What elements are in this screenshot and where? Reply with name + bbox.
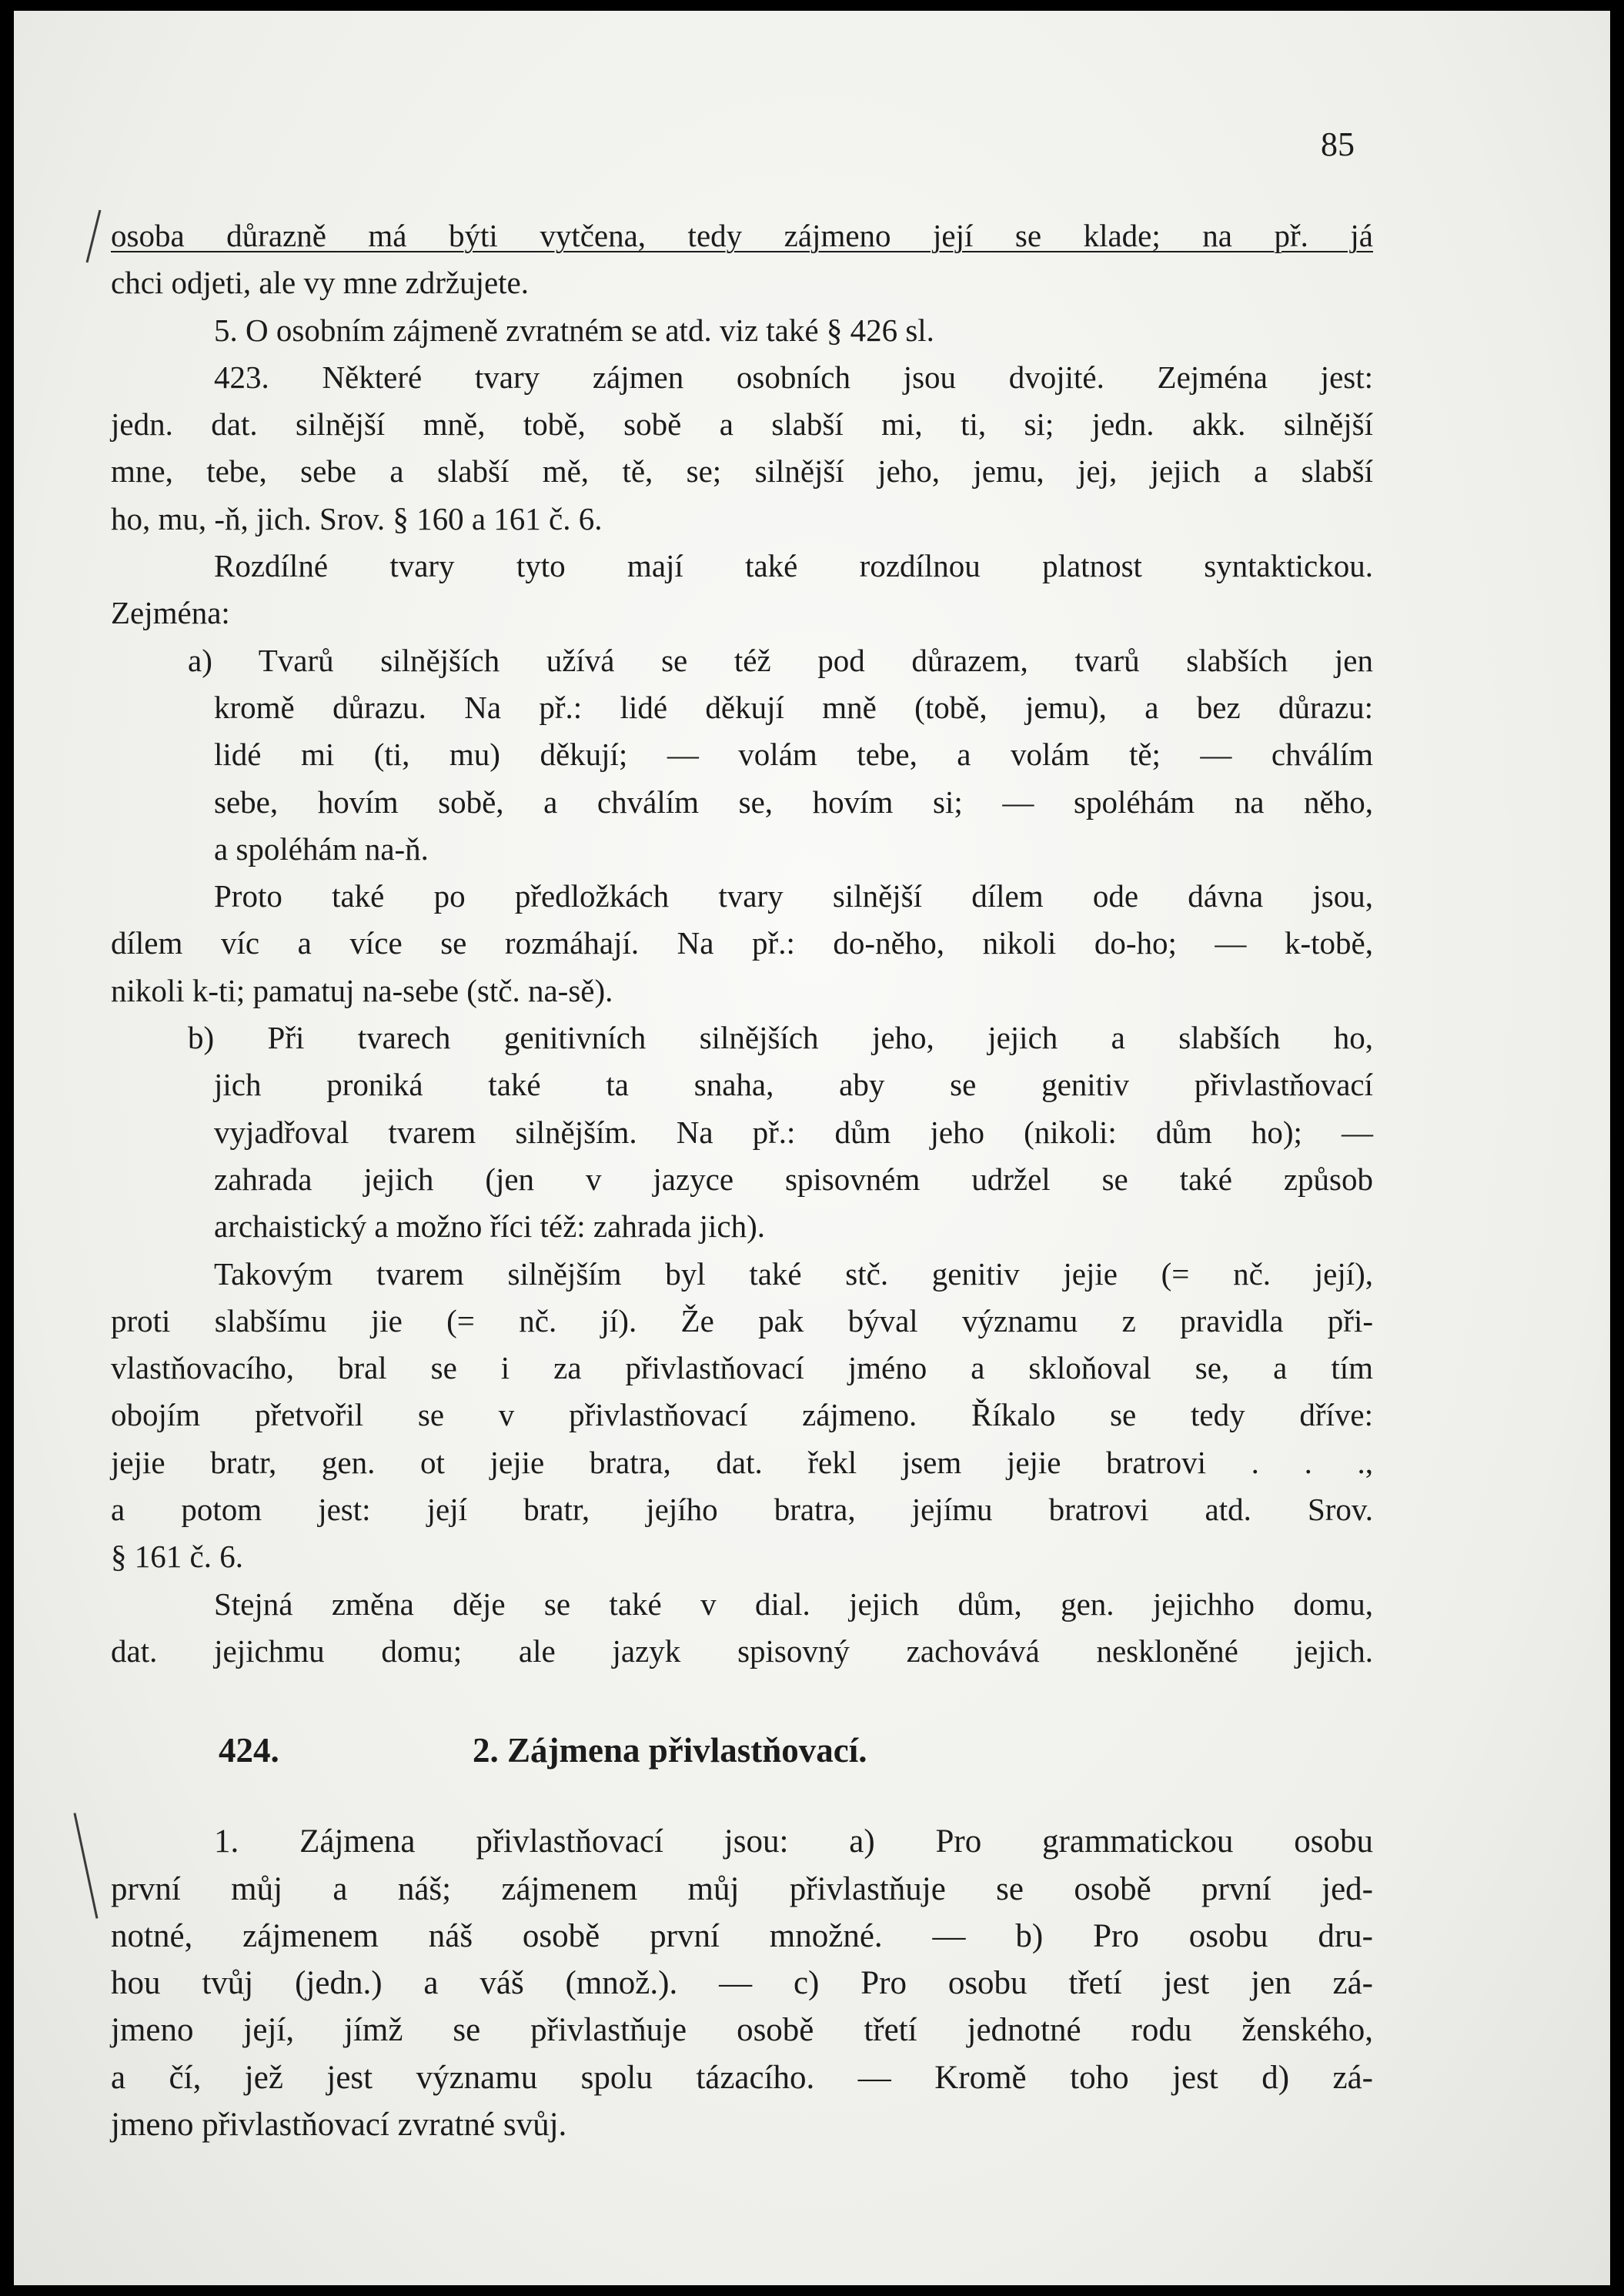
text-line: dílem víc a více se rozmáhají. Na př.: do-něho, nikoli do-ho; — k-tobě, bbox=[111, 925, 1373, 961]
text-line: 423. Některé tvary zájmen osobních jsou dvojité. Zejména jest: bbox=[214, 359, 1373, 395]
text-line: 5. O osobním zájmeně zvratném se atd. viz také § 426 sl. bbox=[214, 312, 934, 348]
text-line: nikoli k-ti; pamatuj na-sebe (stč. na-sě). bbox=[111, 972, 613, 1008]
text-line: jich proniká také ta snaha, aby se genitiv přivlastňovací bbox=[214, 1067, 1373, 1103]
text-line: zahrada jejich (jen v jazyce spisovném udržel se také způsob bbox=[214, 1161, 1373, 1197]
text-line: jmeno přivlastňovací zvratné svůj. bbox=[111, 2106, 567, 2143]
text-line: proti slabšímu jie (= nč. jí). Že pak býval významu z pravidla při- bbox=[111, 1302, 1373, 1338]
text-line: mne, tebe, sebe a slabší mě, tě, se; silnější jeho, jemu, jej, jejich a slabší bbox=[111, 453, 1373, 490]
pencil-margin-mark bbox=[73, 1813, 98, 1919]
text-line: ho, mu, -ň, jich. Srov. § 160 a 161 č. 6. bbox=[111, 500, 603, 536]
text-line: 1. Zájmena přivlastňovací jsou: a) Pro grammatickou osobu bbox=[214, 1823, 1373, 1860]
text-line: kromě důrazu. Na př.: lidé děkují mně (tobě, jemu), a bez důrazu: bbox=[214, 689, 1373, 725]
text-line: vyjadřoval tvarem silnějším. Na př.: dům jeho (nikoli: dům ho); — bbox=[214, 1114, 1373, 1150]
section-heading bbox=[111, 1713, 1373, 1787]
text-line: Rozdílné tvary tyto mají také rozdílnou platnost syntaktickou. bbox=[214, 548, 1373, 584]
text-line: a čí, jež jest významu spolu tázacího. — Kromě toho jest d) zá- bbox=[111, 2059, 1373, 2096]
text-line: jedn. dat. silnější mně, tobě, sobě a slabší mi, ti, si; jedn. akk. silnější bbox=[111, 406, 1373, 443]
text-line: archaistický a možno říci též: zahrada jich). bbox=[214, 1208, 765, 1245]
text-line: a) Tvarů silnějších užívá se též pod důrazem, tvarů slabších jen bbox=[188, 642, 1373, 678]
text-line: dat. jejichmu domu; ale jazyk spisovný zachovává neskloněné jejich. bbox=[111, 1633, 1373, 1669]
text-line: a potom jest: její bratr, jejího bratra, jejímu bratrovi atd. Srov. bbox=[111, 1492, 1373, 1528]
text-line: Takovým tvarem silnějším byl také stč. genitiv jejie (= nč. její), bbox=[214, 1255, 1373, 1292]
text-line: jejie bratr, gen. ot jejie bratra, dat. řekl jsem jejie bratrovi . . ., bbox=[111, 1444, 1373, 1480]
body-text bbox=[111, 212, 1373, 2148]
text-line: a spoléhám na-ň. bbox=[214, 831, 429, 867]
text-line: obojím přetvořil se v přivlastňovací zájmeno. Říkalo se tedy dříve: bbox=[111, 1397, 1373, 1433]
section-number: 424. bbox=[219, 1731, 279, 1770]
text-line: vlastňovacího, bral se i za přivlastňovací jméno a skloňoval se, a tím bbox=[111, 1350, 1373, 1386]
text-line: hou tvůj (jedn.) a váš (množ.). — c) Pro osobu třetí jest jen zá- bbox=[111, 1965, 1373, 2002]
text-line: Proto také po předložkách tvary silnější dílem ode dávna jsou, bbox=[214, 878, 1373, 914]
section-title: 2. Zájmena přivlastňovací. bbox=[473, 1731, 867, 1770]
text-line: první můj a náš; zájmenem můj přivlastňuje se osobě první jed- bbox=[111, 1870, 1373, 1907]
book-page bbox=[14, 11, 1610, 2285]
text-line: b) Při tvarech genitivních silnějších jeho, jejich a slabších ho, bbox=[188, 1020, 1373, 1056]
text-line: osoba důrazně má býti vytčena, tedy zájmeno její se klade; na př. já bbox=[111, 218, 1373, 253]
text-line: sebe, hovím sobě, a chválím se, hovím si; — spoléhám na něho, bbox=[214, 784, 1373, 820]
page-number: 85 bbox=[1321, 125, 1355, 163]
text-line: lidé mi (ti, mu) děkují; — volám tebe, a volám tě; — chválím bbox=[214, 737, 1373, 773]
text-line: Stejná změna děje se také v dial. jejich dům, gen. jejichho domu, bbox=[214, 1586, 1373, 1622]
text-line: Zejména: bbox=[111, 595, 230, 631]
text-line: notné, zájmenem náš osobě první množné. — b) Pro osobu dru- bbox=[111, 1917, 1373, 1954]
text-line: chci odjeti, ale vy mne zdržujete. bbox=[111, 265, 530, 301]
text-line: § 161 č. 6. bbox=[111, 1539, 243, 1575]
pencil-margin-mark bbox=[86, 210, 102, 263]
text-line: jmeno její, jímž se přivlastňuje osobě třetí jednotné rodu ženského, bbox=[111, 2012, 1373, 2049]
